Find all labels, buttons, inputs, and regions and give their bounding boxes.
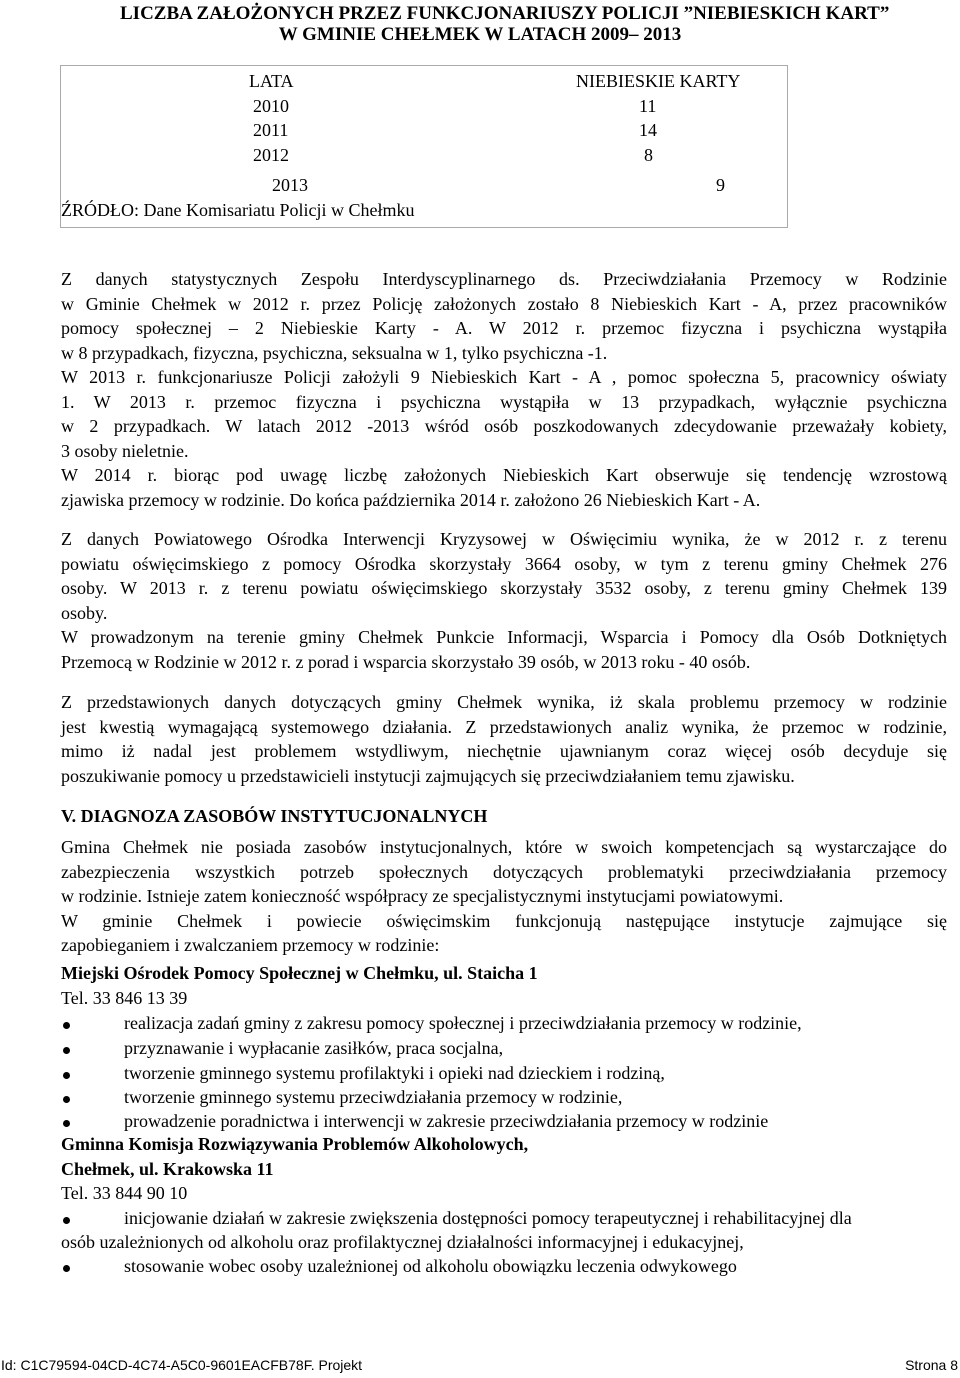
list-item [61,1063,947,1088]
table-header-years: LATA [249,71,294,91]
text-line: osoby. W 2013 r. z terenu powiatu oświęcimskiego skorzystały 3532 osoby, z terenu gminy Chełmek 139 [61,578,947,598]
table-cell-year: 2010 [253,96,289,116]
text-line: 1. W 2013 r. przemoc fizyczna i psychiczna wystąpiła w 13 przypadkach, wyłącznie psychiczna [61,391,947,412]
text-line: mimo iż nadal jest problemem wstydliwym, niechętnie ujawnianym coraz więcej osób decyduje się [61,741,947,761]
text-line: zabezpieczenia wszystkich potrzeb społecznych dotyczących problematyki przeciwdziałania przemocy [61,861,947,882]
text-line: W prowadzonym na terenie gminy Chełmek Punkcie Informacji, Wsparcia i Pomocy dla Osób Dotkniętych [61,627,947,647]
bullet-icon [63,1047,70,1054]
table-cell-count: 14 [639,120,657,140]
table-cell-year: 2012 [253,145,289,165]
list-item [61,1038,947,1063]
text-line: Gmina Chełmek nie posiada zasobów instytucjonalnych, które w swoich kompetencjach są wystarczające do [61,837,947,857]
bullet-icon [63,1217,70,1224]
text-line: w 8 przypadkach, fizyczna, psychiczna, seksualna w 1, tylko psychiczna -1. [61,342,608,363]
footer-page-number: Strona 8 [905,1357,958,1373]
text-line: zapobieganiem i zwalczaniem przemocy w rodzinie: [61,935,440,955]
section-heading: V. DIAGNOZA ZASOBÓW INSTYTUCJONALNYCH [61,806,488,826]
list-item [61,1013,947,1038]
bullet-icon [63,1096,70,1103]
text-line: w rodzinie. Istnieje zatem konieczność współpracy ze specjalistycznymi instytucjami powiatowymi. [61,886,784,906]
list-item-text: stosowanie wobec osoby uzależnionej od alkoholu obowiązku leczenia odwykowego [124,1256,737,1276]
paragraph-institutions-intro [61,835,947,958]
text-line: Z danych statystycznych Zespołu Interdyscyplinarnego ds. Przeciwdziałania Przemocy w Rodzinie [61,269,947,289]
bullet-icon [63,1120,70,1127]
institution-1-phone: Tel. 33 846 13 39 [61,988,188,1008]
paragraph-police-statistics [61,267,947,512]
bullet-icon [63,1022,70,1029]
list-item-text: prowadzenie poradnictwa i interwencji w zakresie przeciwdziałania przemocy w rodzinie [124,1111,769,1131]
text-line: Z danych Powiatowego Ośrodka Interwencji Kryzysowej w Oświęcimiu wynika, że w 2012 r. z terenu [61,529,947,549]
text-line: zjawiska przemocy w rodzinie. Do końca października 2014 r. założono 26 Niebieskich Kart - A. [61,489,761,510]
list-item [61,1087,947,1112]
page-title-line-2: W GMINIE CHEŁMEK W LATACH 2009– 2013 [278,24,682,45]
bullet-icon [63,1072,70,1079]
text-line: W 2013 r. funkcjonariusze Policji założyli 9 Niebieskich Kart - A , pomoc społeczna 5, pracownicy oświaty [61,367,947,387]
paragraph-crisis-center [61,527,947,674]
text-line: w Gminie Chełmek w 2012 r. przez Policję założonych zostało 8 Niebieskich Kart - A, przez pracowników [61,293,947,314]
institution-2-phone: Tel. 33 844 90 10 [61,1183,188,1203]
text-line: 3 osoby nieletnie. [61,440,189,461]
page-title-line-1: LICZBA ZAŁOŻONYCH PRZEZ FUNKCJONARIUSZY POLICJI ”NIEBIESKICH KART” [120,3,890,24]
list-item-text: tworzenie gminnego systemu przeciwdziałania przemocy w rodzinie, [124,1087,623,1107]
text-line: Z przedstawionych danych dotyczących gminy Chełmek wynika, iż skala problemu przemocy w rodzinie [61,692,947,712]
text-line: osoby. [61,602,108,623]
table-cell-count: 8 [644,145,653,165]
text-line: W 2014 r. biorąc pod uwagę liczbę założonych Niebieskich Kart obserwuje się tendencję wzrostową [61,465,947,485]
table-cell-year: 2013 [272,175,308,195]
list-item-continuation: osób uzależnionych od alkoholu oraz profilaktycznej działalności informacyjnej i edukacyjnej, [61,1232,744,1252]
list-item-text: przyznawanie i wypłacanie zasiłków, praca socjalna, [124,1038,504,1058]
institution-2-name: Gminna Komisja Rozwiązywania Problemów Alkoholowych, [61,1134,529,1154]
list-item-text: tworzenie gminnego systemu profilaktyki i opieki nad dzieckiem i rodziną, [124,1063,665,1083]
table-source: ŹRÓDŁO: Dane Komisariatu Policji w Chełmku [61,200,415,220]
list-item-text: realizacja zadań gminy z zakresu pomocy społecznej i przeciwdziałania przemocy w rodzinie, [124,1013,802,1033]
bullet-icon [63,1265,70,1272]
text-line: powiatu oświęcimskiego z pomocy Ośrodka skorzystały 3664 osoby, w tym z terenu gminy Chełmek 276 [61,553,947,574]
table-header-cards: NIEBIESKIE KARTY [576,71,741,91]
list-item [61,1256,947,1281]
list-item [61,1208,947,1233]
text-line: w 2 przypadkach. W latach 2012 -2013 wśród osób poszkodowanych zdecydowanie przeważały kobiety, [61,416,947,436]
table-cell-count: 9 [716,175,725,195]
cards-table [60,65,788,228]
institution-1-name: Miejski Ośrodek Pomocy Społecznej w Chełmku, ul. Staicha 1 [61,963,538,983]
table-cell-year: 2011 [253,120,289,140]
table-cell-count: 11 [639,96,657,116]
footer-document-id: Id: C1C79594-04CD-4C74-A5C0-9601EACFB78F. Projekt [1,1357,363,1373]
text-line: Przemocą w Rodzinie w 2012 r. z porad i wsparcia skorzystało 39 osób, w 2013 roku - 40 osób. [61,651,751,672]
text-line: W gminie Chełmek i powiecie oświęcimskim funkcjonują następujące instytucje zajmujące się [61,910,947,931]
text-line: jest kwestią wymagającą systemowego działania. Z przedstawionych analiz wynika, że przemoc w rodzinie, [61,716,947,737]
text-line: poszukiwanie pomocy u przedstawicieli instytucji zajmujących się przeciwdziałaniem temu zjawisku. [61,765,795,786]
institution-2-address: Chełmek, ul. Krakowska 11 [61,1159,274,1179]
text-line: pomocy społecznej – 2 Niebieskie Karty - A. W 2012 r. przemoc fizyczna i psychiczna wystąpiła [61,318,947,338]
list-item [61,1111,947,1136]
paragraph-conclusion [61,690,947,788]
list-item-text: inicjowanie działań w zakresie zwiększenia dostępności pomocy terapeutycznej i rehabilitacyjnej dla [124,1208,852,1228]
